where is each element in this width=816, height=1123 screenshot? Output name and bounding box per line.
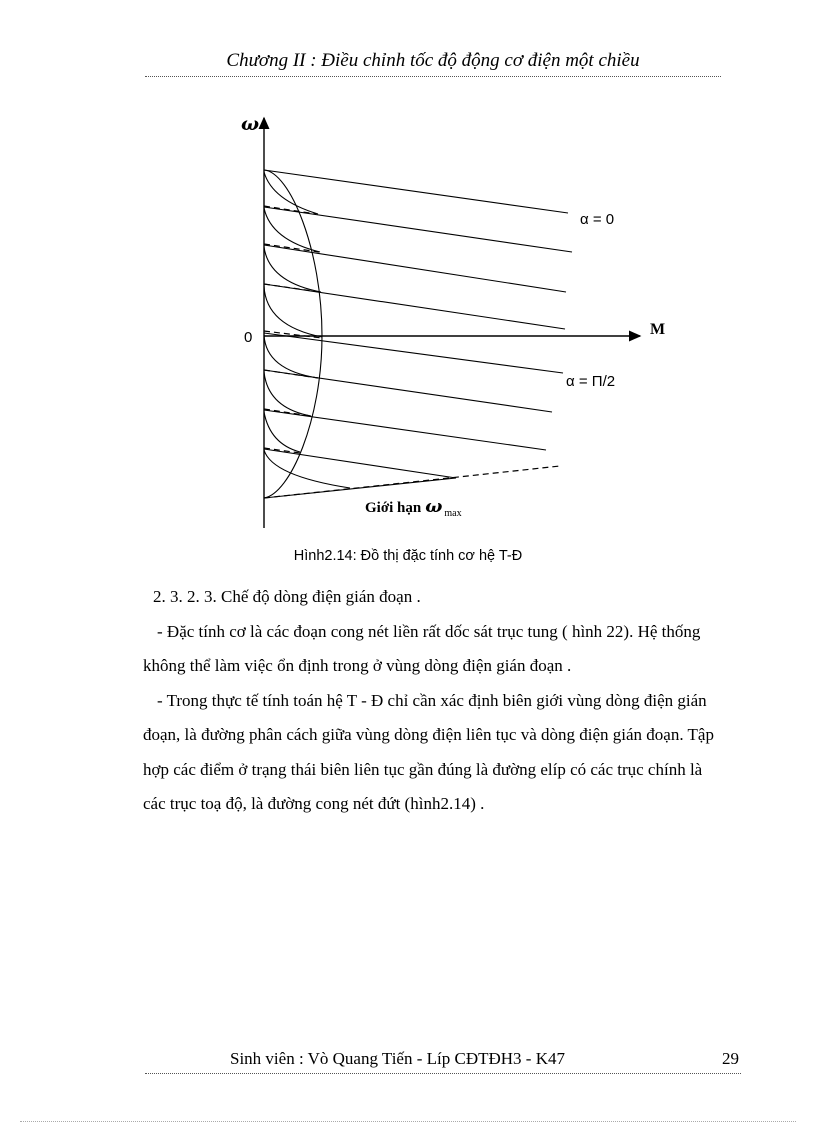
origin-label: 0 — [244, 329, 253, 346]
alpha-zero-label: α = 0 — [580, 211, 615, 228]
paragraph: - Trong thực tế tính toán hệ T - Đ chỉ cần xác định biên giới vùng dòng điện gián đoạn, là đường phân cách giữa vùng dòng điện liên tục và dòng điện gián đoạn. Tập hợp các điểm ở trạng thái biên liên tục gần đúng là đường elíp có các trục chính là các trục toạ độ, là đường cong nét đứt (hình2.14) . — [143, 690, 714, 813]
page-footer — [145, 1045, 741, 1074]
figure-caption: Hình2.14: Đồ thị đặc tính cơ hệ T-Đ — [293, 548, 523, 564]
characteristic-line — [264, 170, 568, 213]
characteristic-line — [264, 333, 563, 373]
omega-max-label: Giới hạn ω $_{max}$ — [365, 496, 462, 519]
limit-line-solid — [264, 478, 456, 498]
x-axis-label: M — [650, 321, 666, 338]
body-text — [143, 580, 723, 822]
page-number: 29 — [722, 1049, 739, 1068]
section-heading: 2. 3. 2. 3. Chế độ dòng điện gián đoạn . — [153, 587, 421, 606]
discontinuous-curves — [264, 172, 350, 488]
chapter-title: Chương II : Điều chỉnh tốc độ động cơ điện một chiều — [226, 50, 640, 71]
author-line: Sinh viên : Vò Quang Tiến - Líp CĐTĐH3 - K47 — [230, 1049, 565, 1068]
characteristic-line — [264, 245, 566, 292]
y-axis-label: ω — [241, 113, 260, 135]
dashed-extensions — [264, 206, 322, 453]
paragraph: - Đặc tính cơ là các đoạn cong nét liền rất dốc sát trục tung ( hình 22). Hệ thống không thể làm việc ổn định trong ở vùng dòng điện gián đoạn . — [143, 621, 701, 675]
characteristic-lines — [264, 170, 572, 478]
alpha-half-pi-label: α = Π/2 — [566, 373, 616, 390]
bottom-rule — [20, 1121, 796, 1122]
characteristic-line — [264, 410, 546, 450]
